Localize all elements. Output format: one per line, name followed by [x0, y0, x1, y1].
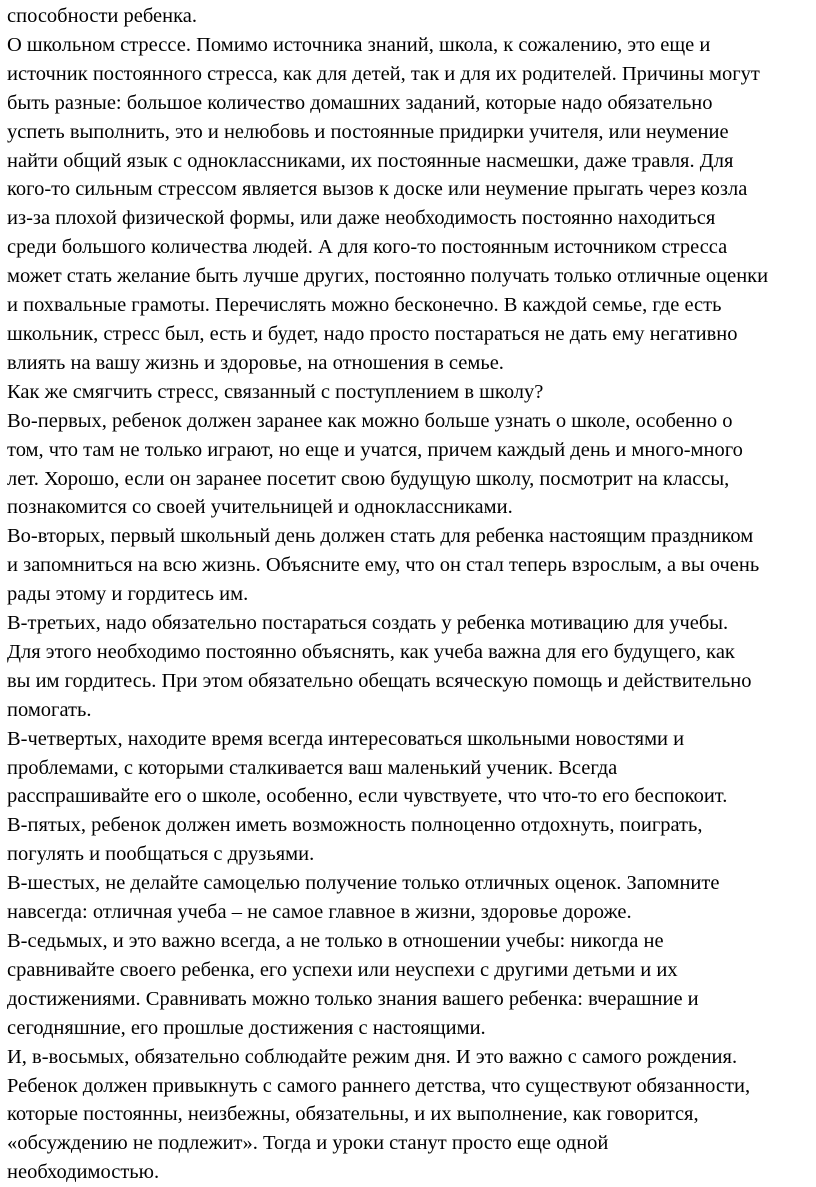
- text-line: найти общий язык с одноклассниками, их постоянные насмешки, даже травля. Для: [7, 149, 734, 172]
- text-line: вы им гордитесь. При этом обязательно обещать всяческую помощь и действительно: [7, 669, 752, 692]
- text-line: Во-первых, ребенок должен заранее как можно больше узнать о школе, особенно о: [7, 409, 733, 432]
- text-line: необходимостью.: [7, 1161, 160, 1184]
- text-line: школьник, стресс был, есть и будет, надо просто постараться не дать ему негативно: [7, 322, 738, 345]
- text-line: и запомниться на всю жизнь. Объясните ему, что он стал теперь взрослым, а вы очень: [7, 554, 760, 577]
- text-line: источник постоянного стресса, как для детей, так и для их родителей. Причины могут: [7, 62, 760, 85]
- text-line: может стать желание быть лучше других, постоянно получать только отличные оценки: [7, 265, 769, 288]
- text-line: В-шестых, не делайте самоцелью получение только отличных оценок. Запомните: [7, 872, 720, 895]
- text-line: успеть выполнить, это и нелюбовь и постоянные придирки учителя, или неумение: [7, 120, 729, 143]
- text-line: которые постоянны, неизбежны, обязательны, и их выполнение, как говорится,: [7, 1103, 699, 1126]
- text-line: навсегда: отличная учеба – не самое главное в жизни, здоровье дороже.: [7, 901, 632, 924]
- text-line: том, что там не только играют, но еще и учатся, причем каждый день и много-много: [7, 438, 743, 461]
- text-line: познакомится со своей учительницей и одноклассниками.: [7, 496, 513, 519]
- text-line: В-седьмых, и это важно всегда, а не только в отношении учебы: никогда не: [7, 930, 664, 952]
- text-line: Для этого необходимо постоянно объяснять, как учеба важна для его будущего, как: [7, 640, 735, 663]
- text-line: помогать.: [7, 698, 92, 721]
- text-line: проблемами, с которыми сталкивается ваш маленький ученик. Всегда: [7, 756, 618, 779]
- text-line: В-четвертых, находите время всегда интересоваться школьными новостями и: [7, 727, 685, 750]
- text-line: расспрашивайте его о школе, особенно, если чувствуете, что что-то его беспокоит.: [7, 785, 728, 808]
- text-line: В-пятых, ребенок должен иметь возможность полноценно отдохнуть, поиграть,: [7, 814, 703, 837]
- text-line: сравнивайте своего ребенка, его успехи или неуспехи с другими детьми и их: [7, 958, 678, 981]
- text-line: Во-вторых, первый школьный день должен стать для ребенка настоящим праздником: [7, 525, 754, 548]
- text-line: среди большого количества людей. А для кого-то постоянным источником стресса: [7, 236, 728, 259]
- text-line: влиять на вашу жизнь и здоровье, на отношения в семье.: [7, 351, 504, 374]
- text-line: сегодняшние, его прошлые достижения с настоящими.: [7, 1016, 486, 1039]
- text-line: И, в-восьмых, обязательно соблюдайте режим дня. И это важно с самого рождения.: [7, 1045, 738, 1068]
- text-line: Как же смягчить стресс, связанный с поступлением в школу?: [7, 380, 544, 403]
- text-line: и похвальные грамоты. Перечислять можно бесконечно. В каждой семье, где есть: [7, 294, 722, 317]
- text-line: «обсуждению не подлежит». Тогда и уроки станут просто еще одной: [7, 1132, 609, 1155]
- text-line: рады этому и гордитесь им.: [7, 583, 249, 606]
- text-line: из-за плохой физической формы, или даже необходимость постоянно находиться: [7, 207, 716, 230]
- text-line: способности ребенка.: [7, 5, 197, 27]
- text-line: быть разные: большое количество домашних заданий, которые надо обязательно: [7, 91, 713, 114]
- text-line: достижениями. Сравнивать можно только знания вашего ребенка: вчерашние и: [7, 987, 699, 1010]
- text-line: лет. Хорошо, если он заранее посетит свою будущую школу, посмотрит на классы,: [7, 467, 730, 490]
- text-line: В-третьих, надо обязательно постараться создать у ребенка мотивацию для учебы.: [7, 612, 729, 635]
- text-line: погулять и пообщаться с друзьями.: [7, 843, 315, 866]
- text-line: кого-то сильным стрессом является вызов к доске или неумение прыгать через козла: [7, 178, 748, 201]
- text-line: О школьном стрессе. Помимо источника знаний, школа, к сожалению, это еще и: [7, 33, 711, 56]
- text-line: Ребенок должен привыкнуть с самого раннего детства, что существуют обязанности,: [7, 1074, 751, 1097]
